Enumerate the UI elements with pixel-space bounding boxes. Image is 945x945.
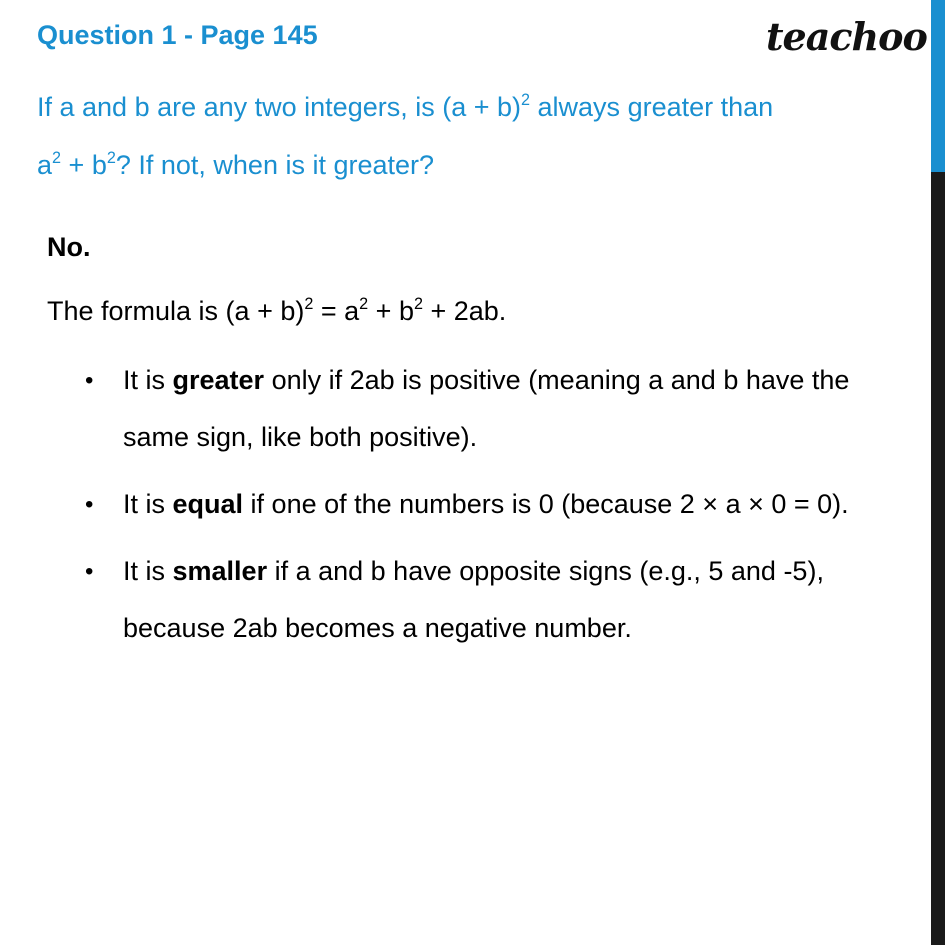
bullet-marker: • xyxy=(85,491,94,518)
keyword-greater: greater xyxy=(172,365,265,395)
answer-verdict: No. xyxy=(47,232,91,262)
bullet-item-equal: • It is equal if one of the numbers is 0 (because 2 × a × 0 = 0). xyxy=(47,476,917,533)
question-text: If a and b are any two integers, is $(a + b)^2$ always greater than $a^2 + b^2$? If not, when is it greater? xyxy=(37,91,774,180)
side-dark-bar xyxy=(931,172,945,945)
page-title: Question 1 - Page 145 xyxy=(37,20,318,50)
teachoo-logo: teachoo xyxy=(766,14,927,59)
side-accent-bar xyxy=(931,0,945,172)
answer-section xyxy=(47,222,917,667)
formula-line: The formula is $(a + b)^2 = a^2 + b^2 + 2ab$. xyxy=(47,295,507,326)
keyword-equal: equal xyxy=(172,489,244,519)
bullet-item-smaller: • It is smaller if a and b have opposite signs (e.g., 5 and -5), because 2ab becomes a negative number. xyxy=(47,543,917,657)
bullet-item-greater: • It is greater only if 2ab is positive (meaning a and b have the same sign, like both positive). xyxy=(47,352,917,466)
keyword-smaller: smaller xyxy=(172,556,268,586)
bullet-list xyxy=(47,352,917,657)
bullet-marker: • xyxy=(85,558,94,585)
bullet-marker: • xyxy=(85,367,94,394)
